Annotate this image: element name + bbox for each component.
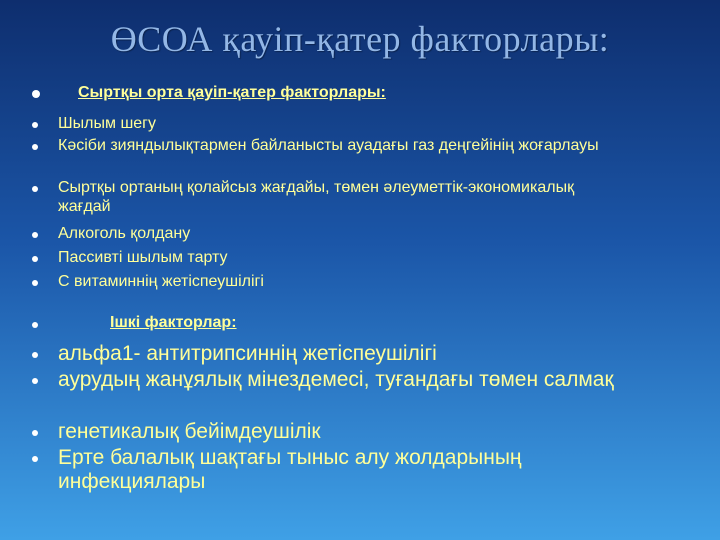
bullet-icon — [32, 256, 38, 262]
internal-item-text: генетикалық бейімдеушілік — [58, 420, 321, 443]
bullet-icon — [32, 232, 38, 238]
external-item-text: Сыртқы ортаның қолайсыз жағдайы, төмен әлеуметтік-экономикалық жағдай — [58, 179, 575, 215]
internal-item-text: аурудың жанұялық мінездемесі, туғандағы төмен салмақ — [58, 368, 614, 391]
external-item-text: Шылым шегу — [58, 115, 157, 132]
bullet-icon — [32, 280, 38, 286]
bullet-icon — [32, 322, 38, 328]
external-item-text: Кәсіби зияндылықтармен байланысты ауадағы газ деңгейінің жоғарлауы — [58, 137, 599, 154]
slide-title: ӨСОА қауіп-қатер факторлары: — [110, 19, 610, 59]
internal-item-text: Ерте балалық шақтағы тыныс алу жолдарының инфекциялары — [58, 446, 522, 493]
bullet-icon — [32, 352, 38, 358]
bullet-icon — [32, 430, 38, 436]
external-item-text: Алкоголь қолдану — [58, 225, 191, 242]
bullet-icon — [32, 186, 38, 192]
bullet-icon — [32, 144, 38, 150]
bullet-icon — [32, 378, 38, 384]
external-item-text: Пассивті шылым тарту — [58, 249, 228, 266]
bullet-icon — [32, 90, 40, 98]
internal-heading: Ішкі факторлар: — [110, 314, 237, 331]
bullet-icon — [32, 122, 38, 128]
bullet-icon — [32, 456, 38, 462]
external-heading: Сыртқы орта қауіп-қатер факторлары: — [78, 84, 386, 101]
external-item-text: С витаминнің жетіспеушілігі — [58, 273, 264, 290]
internal-item-text: альфа1- антитрипсиннің жетіспеушілігі — [58, 342, 437, 365]
